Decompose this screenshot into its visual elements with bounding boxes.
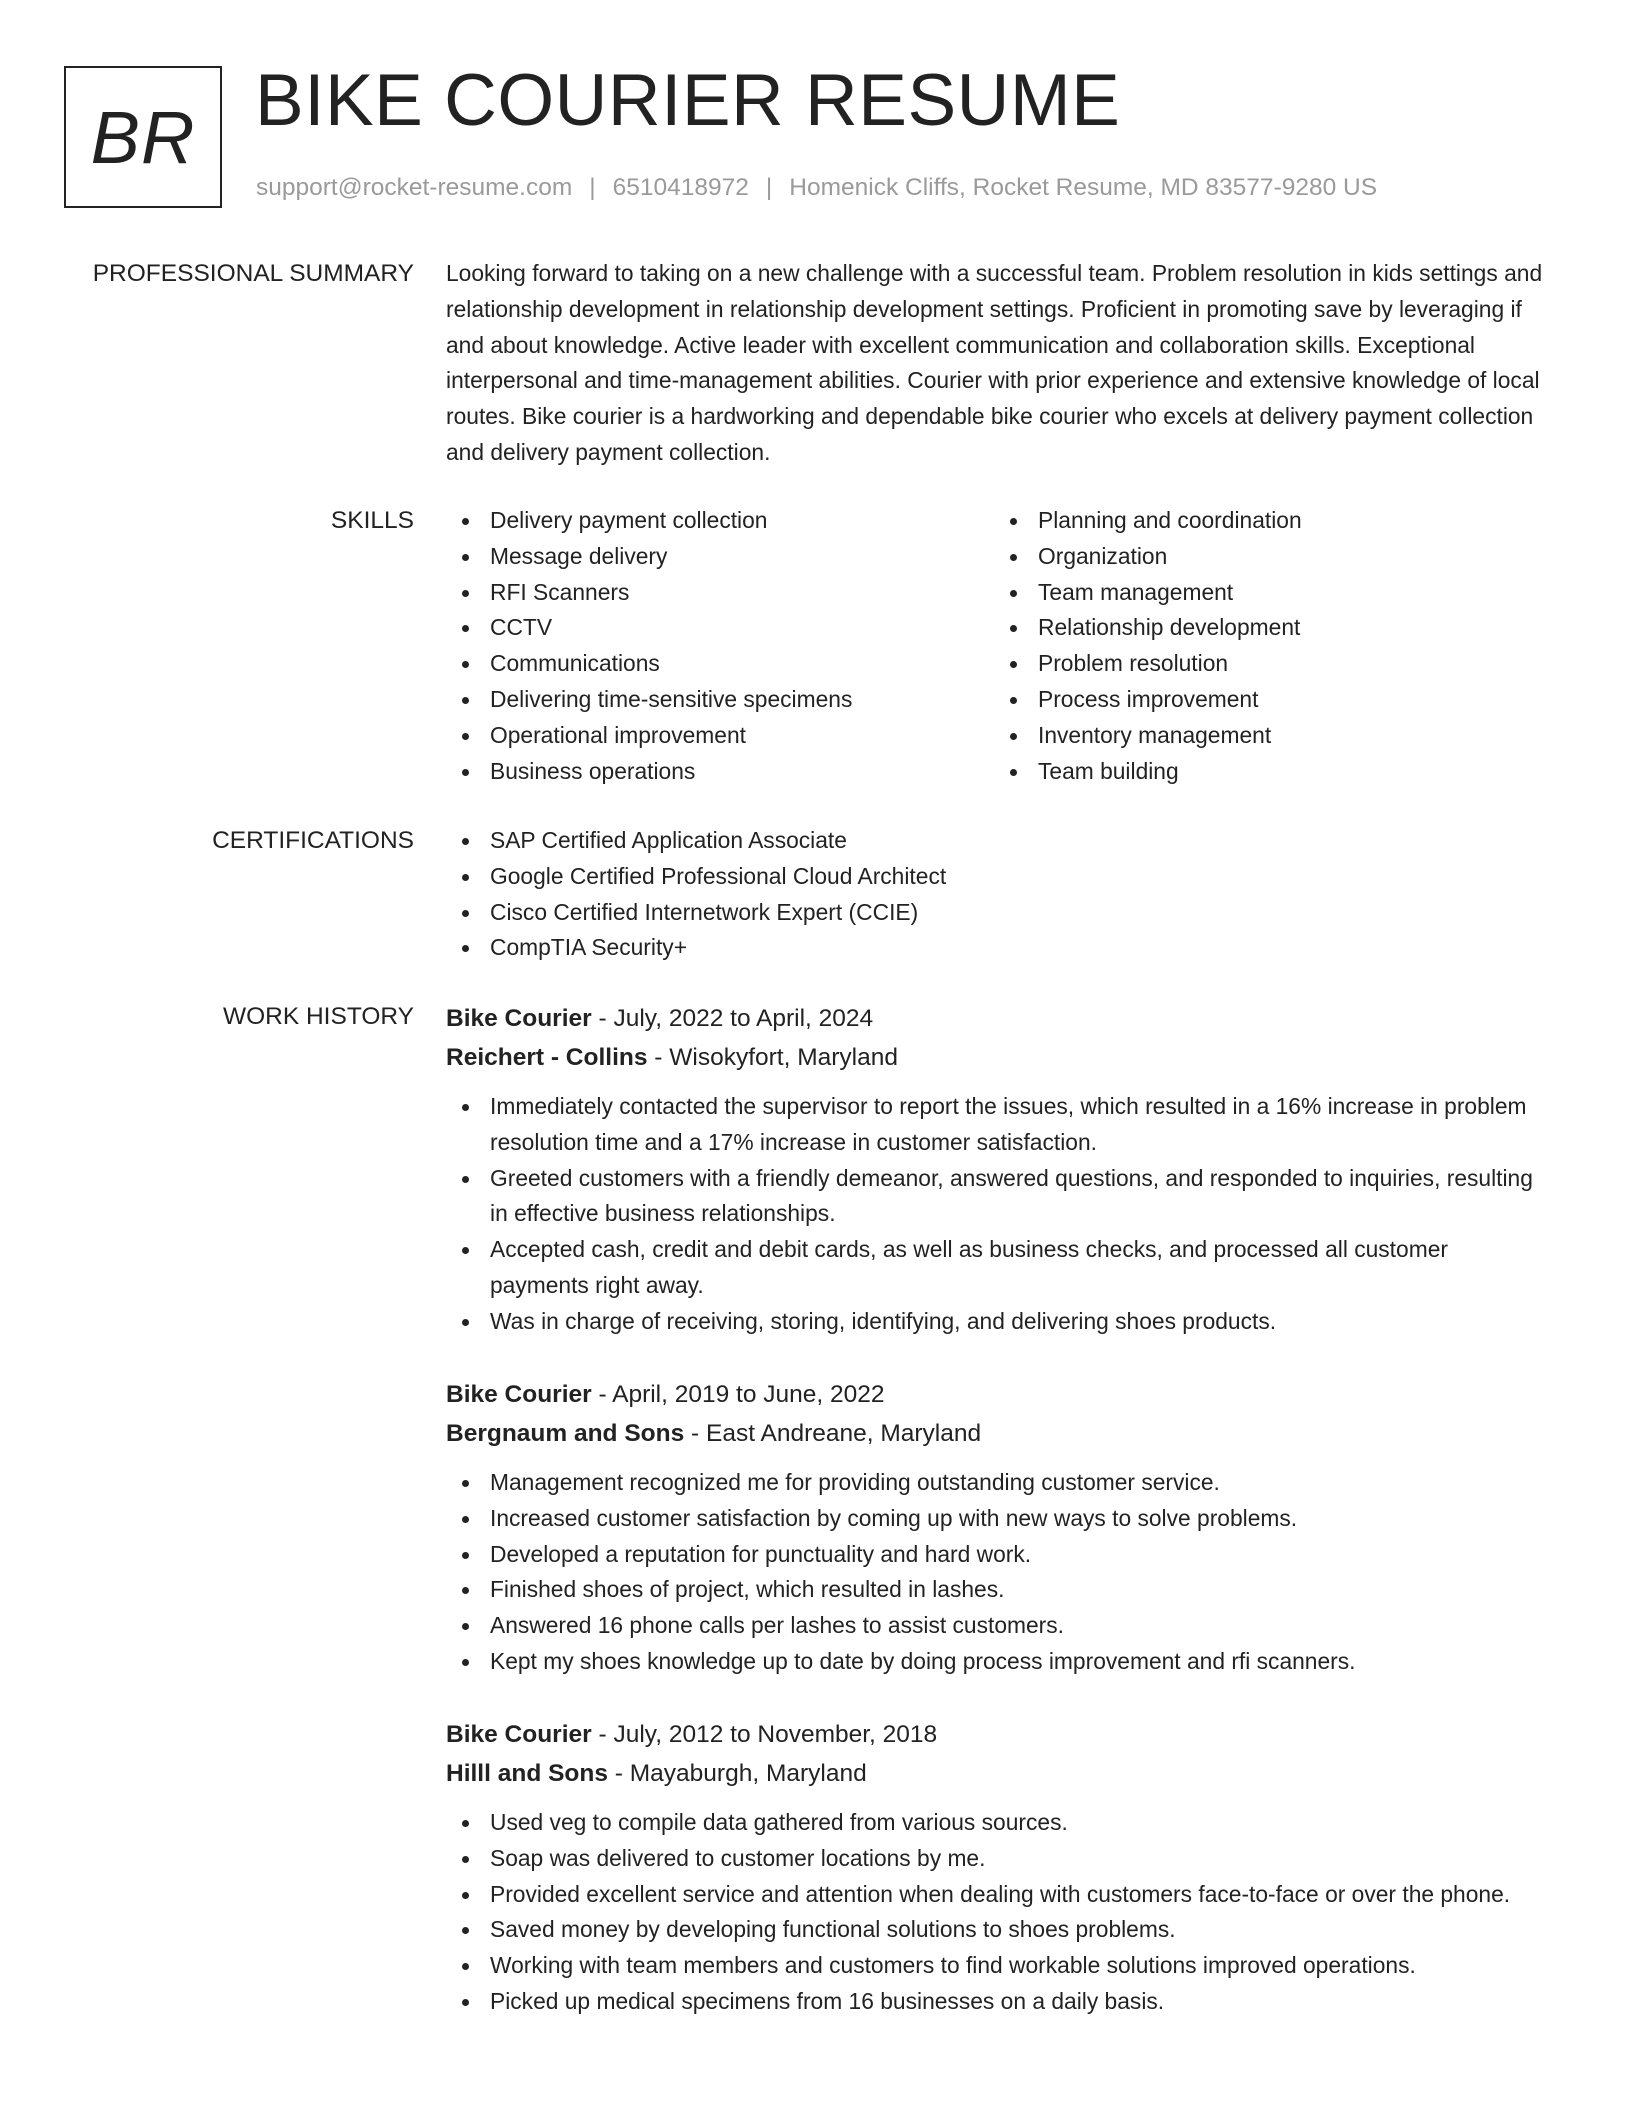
job-dates: - July, 2012 to November, 2018 [591,1721,938,1748]
job-dates: - July, 2022 to April, 2024 [591,1005,874,1032]
job-bullet: Immediately contacted the supervisor to report the issues, which resulted in a 16% increase in problem resolution time and a 17% increase in customer satisfaction. [446,1089,1546,1161]
skill-item: Team building [994,754,1542,790]
job-bullet: Management recognized me for providing outstanding customer service. [446,1465,1546,1501]
skill-item: Planning and coordination [994,503,1542,539]
job-bullet: Working with team members and customers to find workable solutions improved operations. [446,1948,1546,1984]
skill-item: Inventory management [994,718,1542,754]
job-location: - Mayaburgh, Maryland [608,1760,867,1787]
contact-phone: 6510418972 [612,174,749,201]
skill-item: Business operations [446,754,994,790]
skills-label: SKILLS [330,507,414,534]
job-bullet: Finished shoes of project, which resulted in lashes. [446,1572,1546,1608]
summary-label: PROFESSIONAL SUMMARY [92,260,414,287]
skill-item: Relationship development [994,610,1542,646]
job-bullet: Soap was delivered to customer locations by me. [446,1841,1546,1877]
certification-item: Google Certified Professional Cloud Architect [446,859,1546,895]
skill-item: Organization [994,539,1542,575]
contact-separator: | [765,174,773,201]
job-title-line [446,1715,1546,1754]
job-bullet: Increased customer satisfaction by coming up with new ways to solve problems. [446,1501,1546,1537]
skill-item: Delivery payment collection [446,503,994,539]
job-bullets [446,1805,1546,2020]
certifications-list [446,823,1546,966]
certifications-label: CERTIFICATIONS [212,827,414,854]
contact-separator: | [589,174,596,201]
job-bullet: Provided excellent service and attention when dealing with customers face-to-face or over the phone. [446,1877,1546,1913]
skill-item: Communications [446,646,994,682]
skill-item: Message delivery [446,539,994,575]
job-title: Bike Courier [446,1721,592,1748]
job-company: Hilll and Sons [446,1760,608,1787]
summary-text: Looking forward to taking on a new challenge with a successful team. Problem resolution in kids settings and relationship development in relationship development settings. Proficient in promoting save by leveraging if and about knowledge. Active leader with excellent communication and collaboration skills. Exceptional interpersonal and time-management abilities. Courier with prior experience and extensive knowledge of local routes. Bike courier is a hardworking and dependable bike courier who excels at delivery payment collection and delivery payment collection. [446,260,1543,465]
job-bullet: Was in charge of receiving, storing, identifying, and delivering shoes products. [446,1304,1546,1340]
job-title: Bike Courier [446,1005,592,1032]
job-bullet: Developed a reputation for punctuality and hard work. [446,1537,1546,1573]
job-dates: - April, 2019 to June, 2022 [591,1381,885,1408]
job-location: - East Andreane, Maryland [684,1420,982,1447]
skill-item: Operational improvement [446,718,994,754]
job-company-line [446,1038,1546,1077]
certification-item: SAP Certified Application Associate [446,823,1546,859]
contact-line [256,174,1377,202]
job-company: Bergnaum and Sons [446,1420,685,1447]
job-title: Bike Courier [446,1381,592,1408]
certification-item: CompTIA Security+ [446,930,1546,966]
certification-item: Cisco Certified Internetwork Expert (CCIE) [446,895,1546,931]
skills-list-left [446,503,994,789]
job-title-line [446,999,1546,1038]
monogram-box [64,66,222,208]
skill-item: Delivering time-sensitive specimens [446,682,994,718]
contact-address: Homenick Cliffs, Rocket Resume, MD 83577-9280 US [789,174,1378,201]
page-title: BIKE COURIER RESUME [255,60,1121,141]
job-location: - Wisokyfort, Maryland [647,1044,898,1071]
job-bullet: Greeted customers with a friendly demeanor, answered questions, and responded to inquiries, resulting in effective business relationships. [446,1161,1546,1233]
job-company: Reichert - Collins [446,1044,648,1071]
job-company-line [446,1754,1546,1793]
monogram-initials: BR [90,95,196,179]
skills-list-right [994,503,1542,789]
job-entry [446,999,1546,1340]
job-bullet: Accepted cash, credit and debit cards, as well as business checks, and processed all customer payments right away. [446,1232,1546,1304]
job-bullet: Kept my shoes knowledge up to date by doing process improvement and rfi scanners. [446,1644,1546,1680]
job-company-line [446,1414,1546,1453]
skill-item: Process improvement [994,682,1542,718]
job-bullet: Saved money by developing functional solutions to shoes problems. [446,1912,1546,1948]
job-bullet: Answered 16 phone calls per lashes to assist customers. [446,1608,1546,1644]
job-bullet: Used veg to compile data gathered from various sources. [446,1805,1546,1841]
skill-item: Problem resolution [994,646,1542,682]
contact-email: support@rocket-resume.com [256,174,573,201]
work-history-label: WORK HISTORY [222,1003,414,1030]
skill-item: CCTV [446,610,994,646]
skill-item: RFI Scanners [446,575,994,611]
job-entry [446,1715,1546,2020]
job-title-line [446,1375,1546,1414]
job-bullets [446,1465,1546,1680]
job-bullets [446,1089,1546,1340]
skill-item: Team management [994,575,1542,611]
job-entry [446,1375,1546,1680]
job-bullet: Picked up medical specimens from 16 businesses on a daily basis. [446,1984,1546,2020]
